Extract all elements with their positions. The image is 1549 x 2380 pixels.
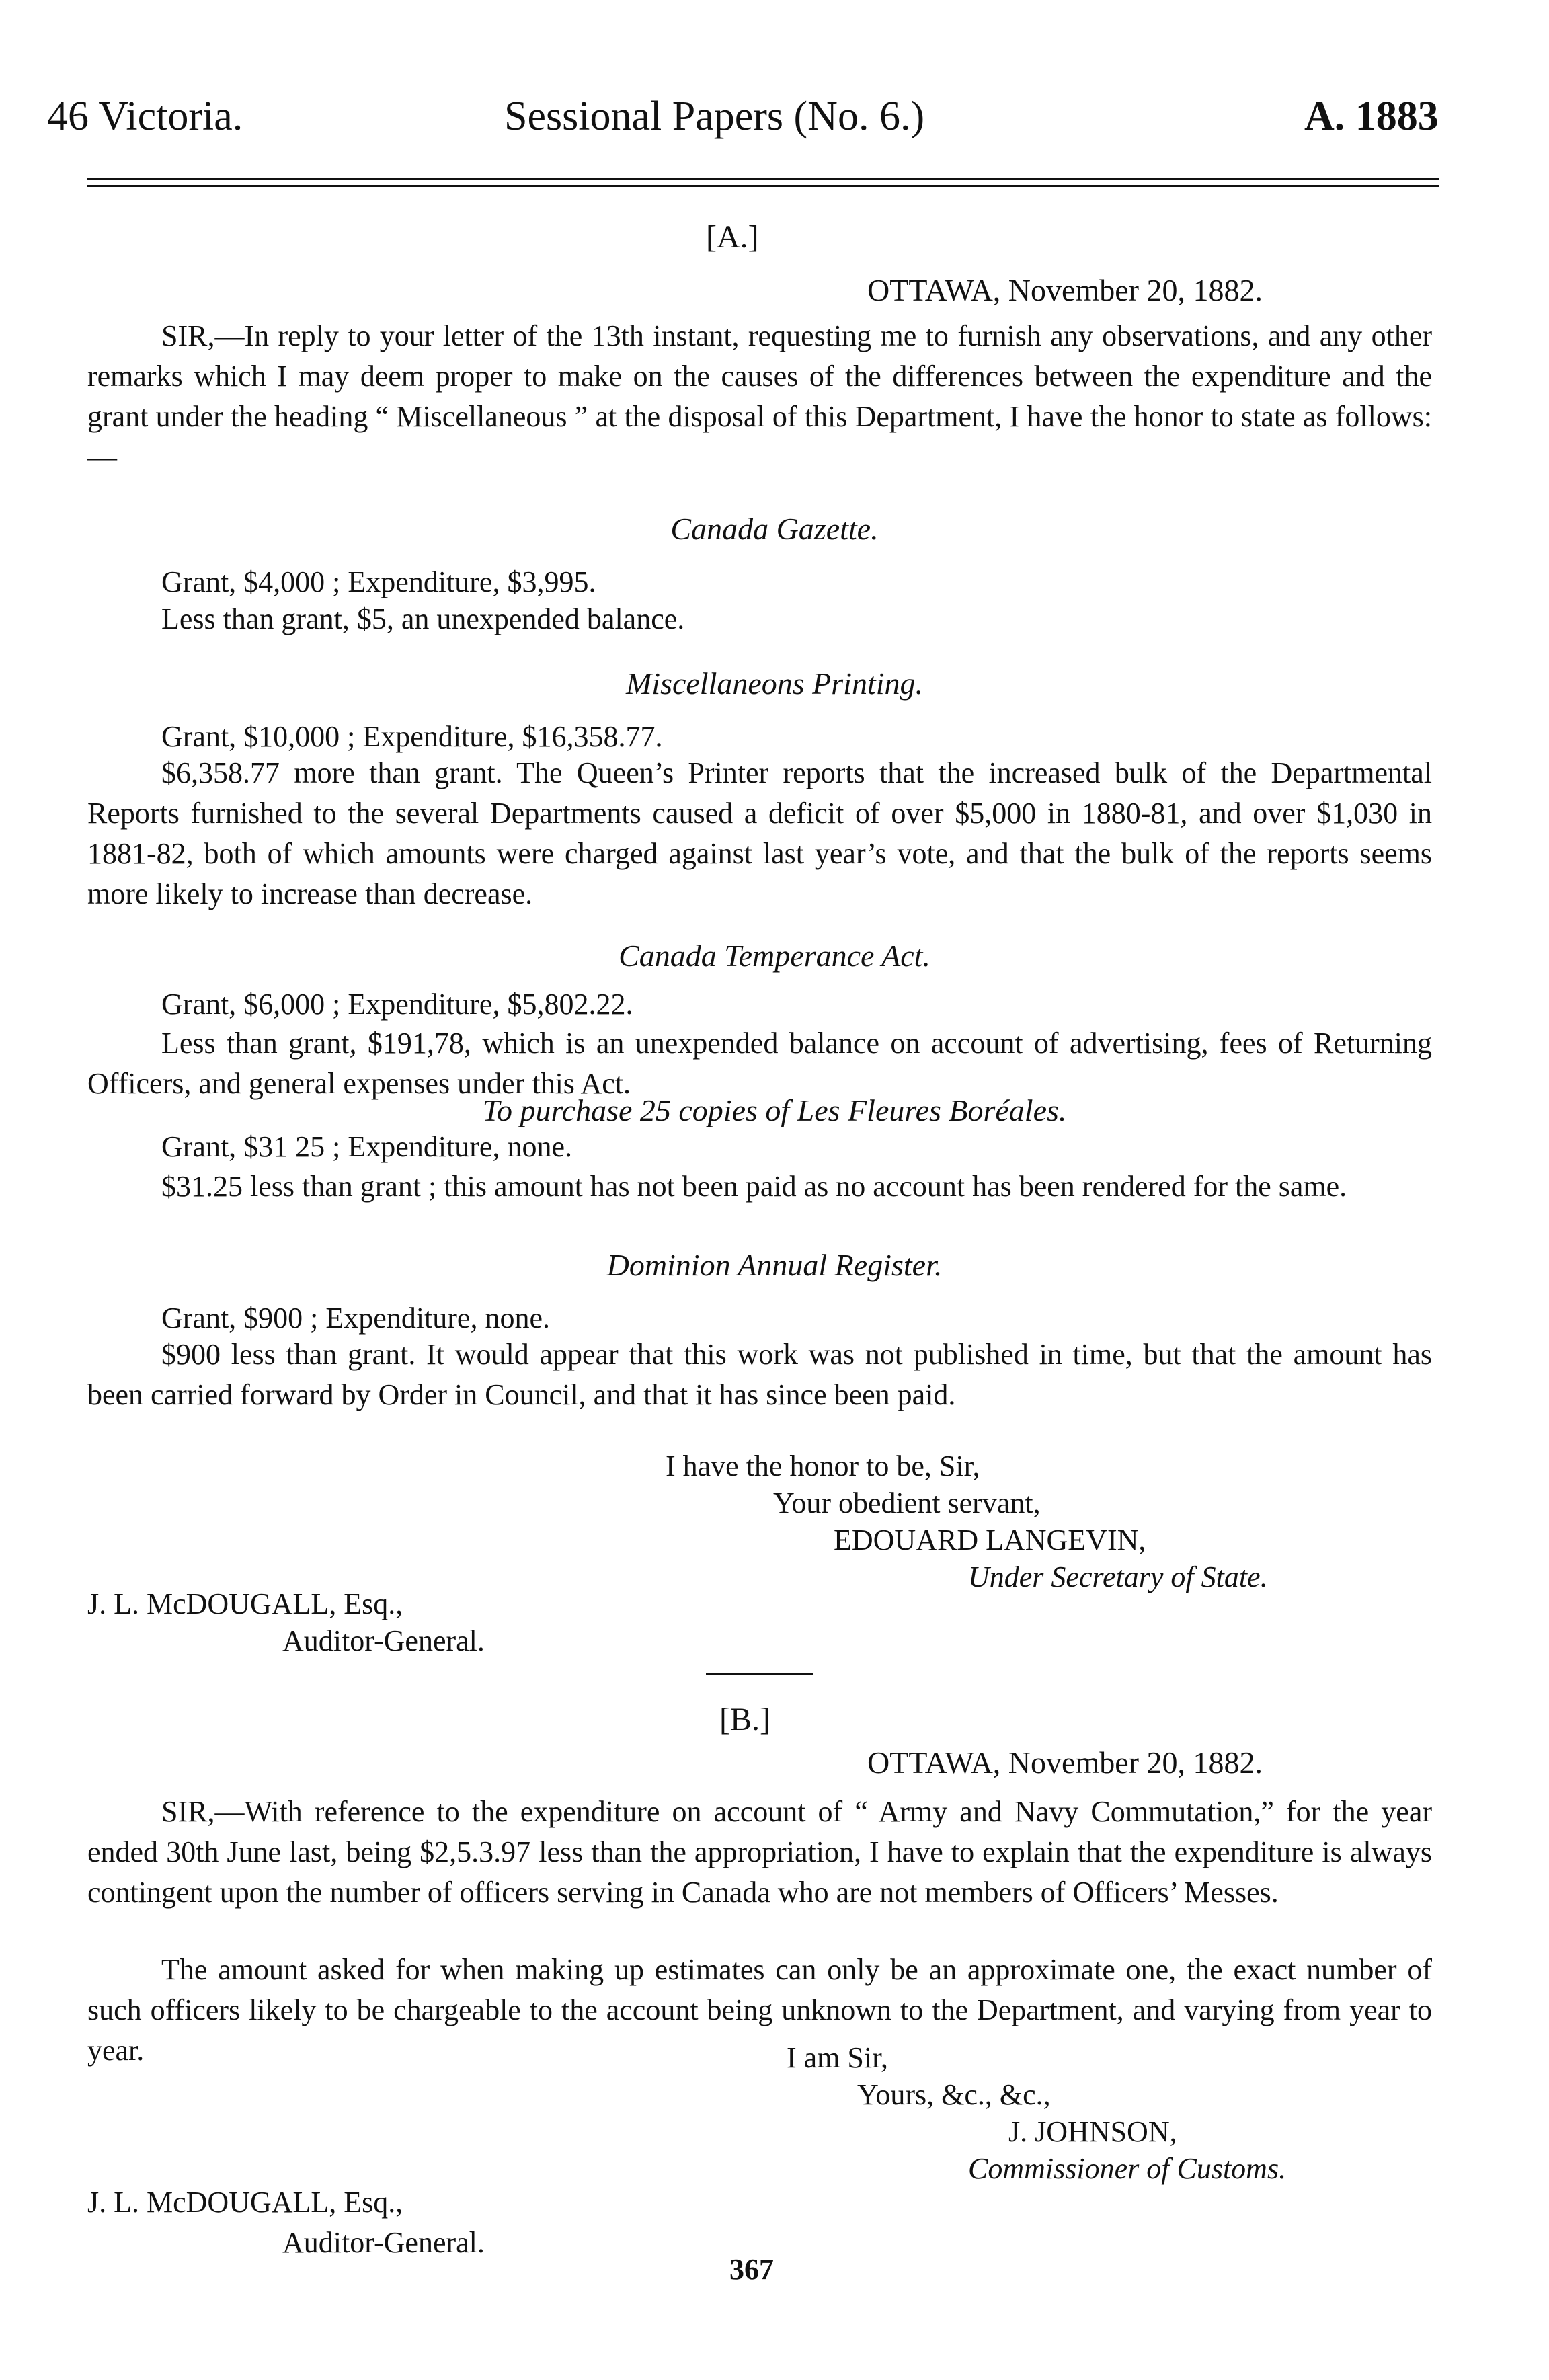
letter-b-paragraph-2: The amount asked for when making up estimates can only be an approximate one, the exact number of such officers likely to be chargeable to the account being unknown to the Department, and varying from year to year. [87,1953,1432,2067]
letter-a-place-date: OTTAWA, November 20, 1882. [867,273,1263,307]
header-rule-bottom [87,185,1439,187]
section-line: Grant, $31 25 ; Expenditure, none. [161,1130,572,1163]
section-paragraph: Less than grant, $191,78, which is an unexpended balance on account of advertising, fees of Returning Officers, and general expenses under this Act. [87,1027,1432,1100]
letter-b-paragraph-1: SIR,—With reference to the expenditure on account of “ Army and Navy Commutation,” for the year ended 30th June last, being $2,5.3.97 less than the appropriation, I have to explain that the expenditure is always contingent upon the number of officers serving in Canada who are not members of Officers’ Messes. [87,1795,1432,1909]
addressee-name: J. L. McDOUGALL, Esq., [87,2186,403,2219]
header-left: 46 Victoria. [47,93,243,139]
section-paragraph: $31.25 less than grant ; this amount has not been paid as no account has been rendered for the same. [161,1170,1347,1203]
letter-b-label: [B.] [719,1702,770,1737]
signature-title: Under Secretary of State. [968,1560,1268,1593]
section-heading-temperance-act: Canada Temperance Act. [619,939,930,973]
header-right: A. 1883 [1304,93,1439,139]
signature-title: Commissioner of Customs. [968,2152,1287,2185]
addressee-name: J. L. McDOUGALL, Esq., [87,1587,403,1620]
addressee-title: Auditor-General. [282,1624,485,1657]
section-heading-dominion-register: Dominion Annual Register. [606,1248,943,1282]
header-center: Sessional Papers (No. 6.) [504,93,925,139]
section-line: Grant, $6,000 ; Expenditure, $5,802.22. [161,988,633,1021]
section-line: Grant, $900 ; Expenditure, none. [161,1302,550,1335]
section-heading-fleures-boreales: To purchase 25 copies of Les Fleures Boréales. [482,1093,1067,1127]
letter-a-label: [A.] [706,219,759,255]
header-rule-top [87,178,1439,180]
letter-a-opening: SIR,—In reply to your letter of the 13th instant, requesting me to furnish any observations, and any other remarks which I may deem proper to make on the causes of the differences between the expenditure and the grant under the heading “ Miscellaneous ” at the disposal of this Department, I have the honor to state as follows:— [87,319,1432,473]
section-line: Less than grant, $5, an unexpended balance. [161,602,685,635]
page-number: 367 [729,2253,774,2286]
section-line: Grant, $4,000 ; Expenditure, $3,995. [161,565,596,598]
closing-line: I am Sir, [787,2041,888,2074]
closing-line: Your obedient servant, [773,1486,1041,1519]
section-paragraph: $6,358.77 more than grant. The Queen’s Printer reports that the increased bulk of the Departmental Reports furnished to the several Departments caused a deficit of over $5,000 in 1880-81, and over $1,030 in 1881-82, both of which amounts were charged against last year’s vote, and that the bulk of the reports seems more likely to increase than decrease. [87,756,1432,910]
section-paragraph: $900 less than grant. It would appear that this work was not published in time, but that the amount has been carried forward by Order in Council, and that it has since been paid. [87,1338,1432,1411]
signature-name: J. JOHNSON, [1008,2115,1177,2148]
section-heading-misc-printing: Miscellaneons Printing. [625,666,924,701]
section-heading-canada-gazette: Canada Gazette. [670,512,879,546]
section-divider [706,1673,813,1675]
section-line: Grant, $10,000 ; Expenditure, $16,358.77. [161,720,663,753]
addressee-title: Auditor-General. [282,2226,485,2259]
letter-b-place-date: OTTAWA, November 20, 1882. [867,1745,1263,1780]
closing-line: I have the honor to be, Sir, [666,1450,980,1482]
signature-name: EDOUARD LANGEVIN, [834,1523,1146,1556]
closing-line: Yours, &c., &c., [857,2078,1051,2111]
